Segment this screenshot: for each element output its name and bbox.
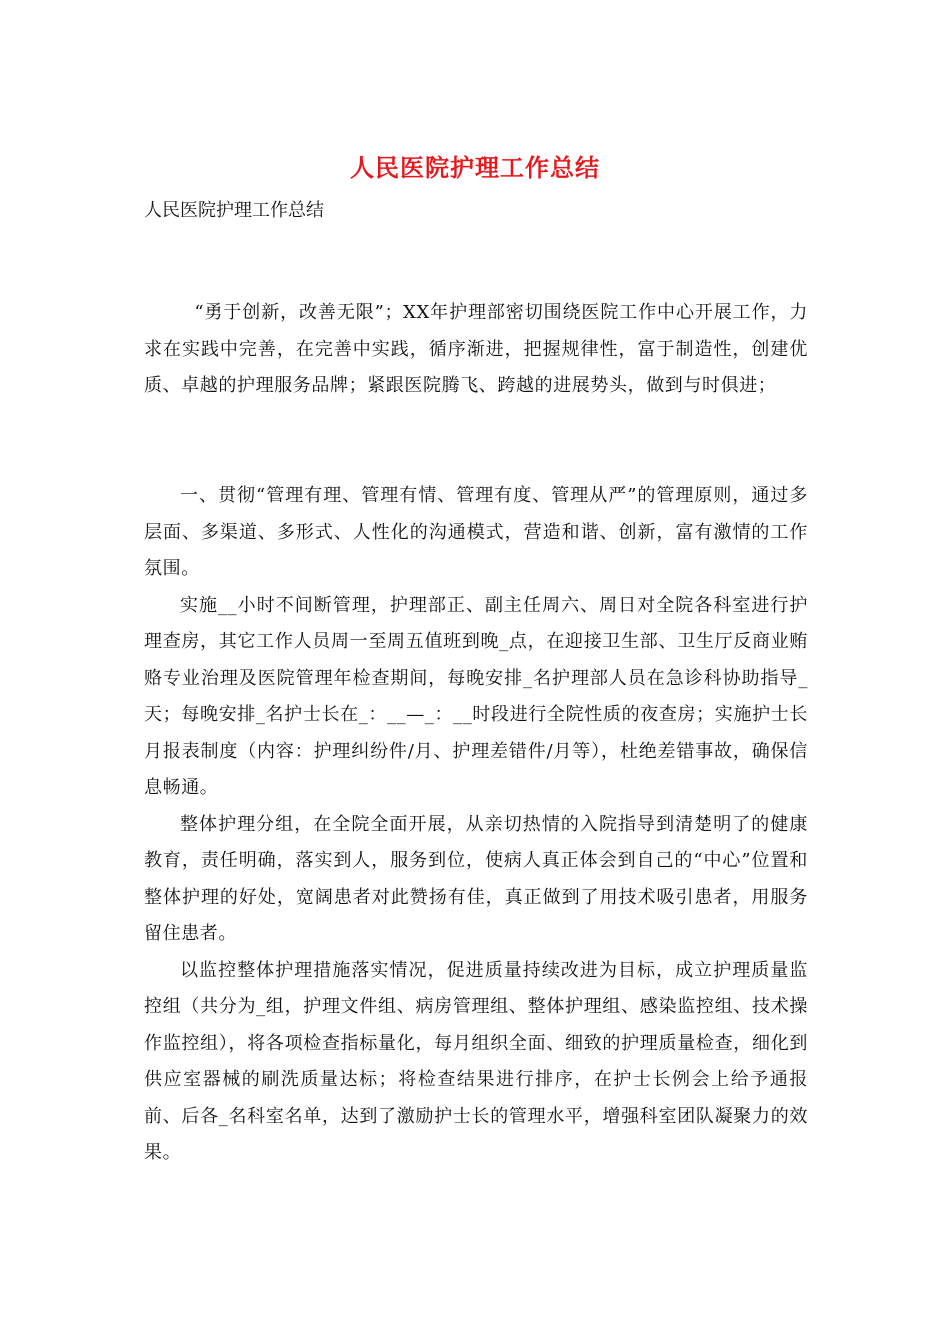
paragraph-quality-control: 以监控整体护理措施落实情况，促进质量持续改进为目标，成立护理质量监控组（共分为_组，护理文件组、病房管理组、整体护理组、感染监控组、技术操作监控组），将各项检查指标量化，每月组织全面、细致的护理质量检查，细化到供应室器械的刷洗质量达标；将检查结果进行排序，在护士长例会上给予通报前、后各_名科室名单，达到了激励护士长的管理水平，增强科室团队凝聚力的效果。 — [144, 959, 808, 1163]
intro-block — [144, 295, 808, 405]
paragraph-principles: 一、贯彻“管理有理、管理有情、管理有度、管理从严”的管理原则，通过多层面、多渠道、多形式、人性化的沟通模式，营造和谐、创新，富有激情的工作氛围。 — [144, 485, 808, 579]
paragraph-management: 实施__小时不间断管理，护理部正、副主任周六、周日对全院各科室进行护理查房，其它工作人员周一至周五值班到晚_点，在迎接卫生部、卫生厅反商业贿赂专业治理及医院管理年检查期间，每晚安排_名护理部人员在急诊科协助指导_天；每晚安排_名护士长在_：__—_：__时段进行全院性质的夜查房；实施护士长月报表制度（内容：护理纠纷件/月、护理差错件/月等），杜绝差错事故，确保信息畅通。 — [144, 594, 808, 798]
body-sections — [144, 478, 808, 1172]
document-subtitle: 人民医院护理工作总结 — [144, 200, 324, 221]
document-title: 人民医院护理工作总结 — [350, 153, 600, 182]
intro-paragraph: “勇于创新，改善无限”；XX年护理部密切围绕医院工作中心开展工作，力求在实践中完善，在完善中实践，循序渐进，把握规律性，富于制造性，创建优质、卓越的护理服务品牌；紧跟医院腾飞、跨越的进展势头，做到与时俱进； — [144, 302, 808, 396]
paragraph-holistic-care: 整体护理分组，在全院全面开展，从亲切热情的入院指导到清楚明了的健康教育，责任明确，落实到人，服务到位，使病人真正体会到自己的“中心”位置和整体护理的好处，宽阔患者对此赞扬有佳，真正做到了用技术吸引患者，用服务留住患者。 — [144, 813, 808, 944]
